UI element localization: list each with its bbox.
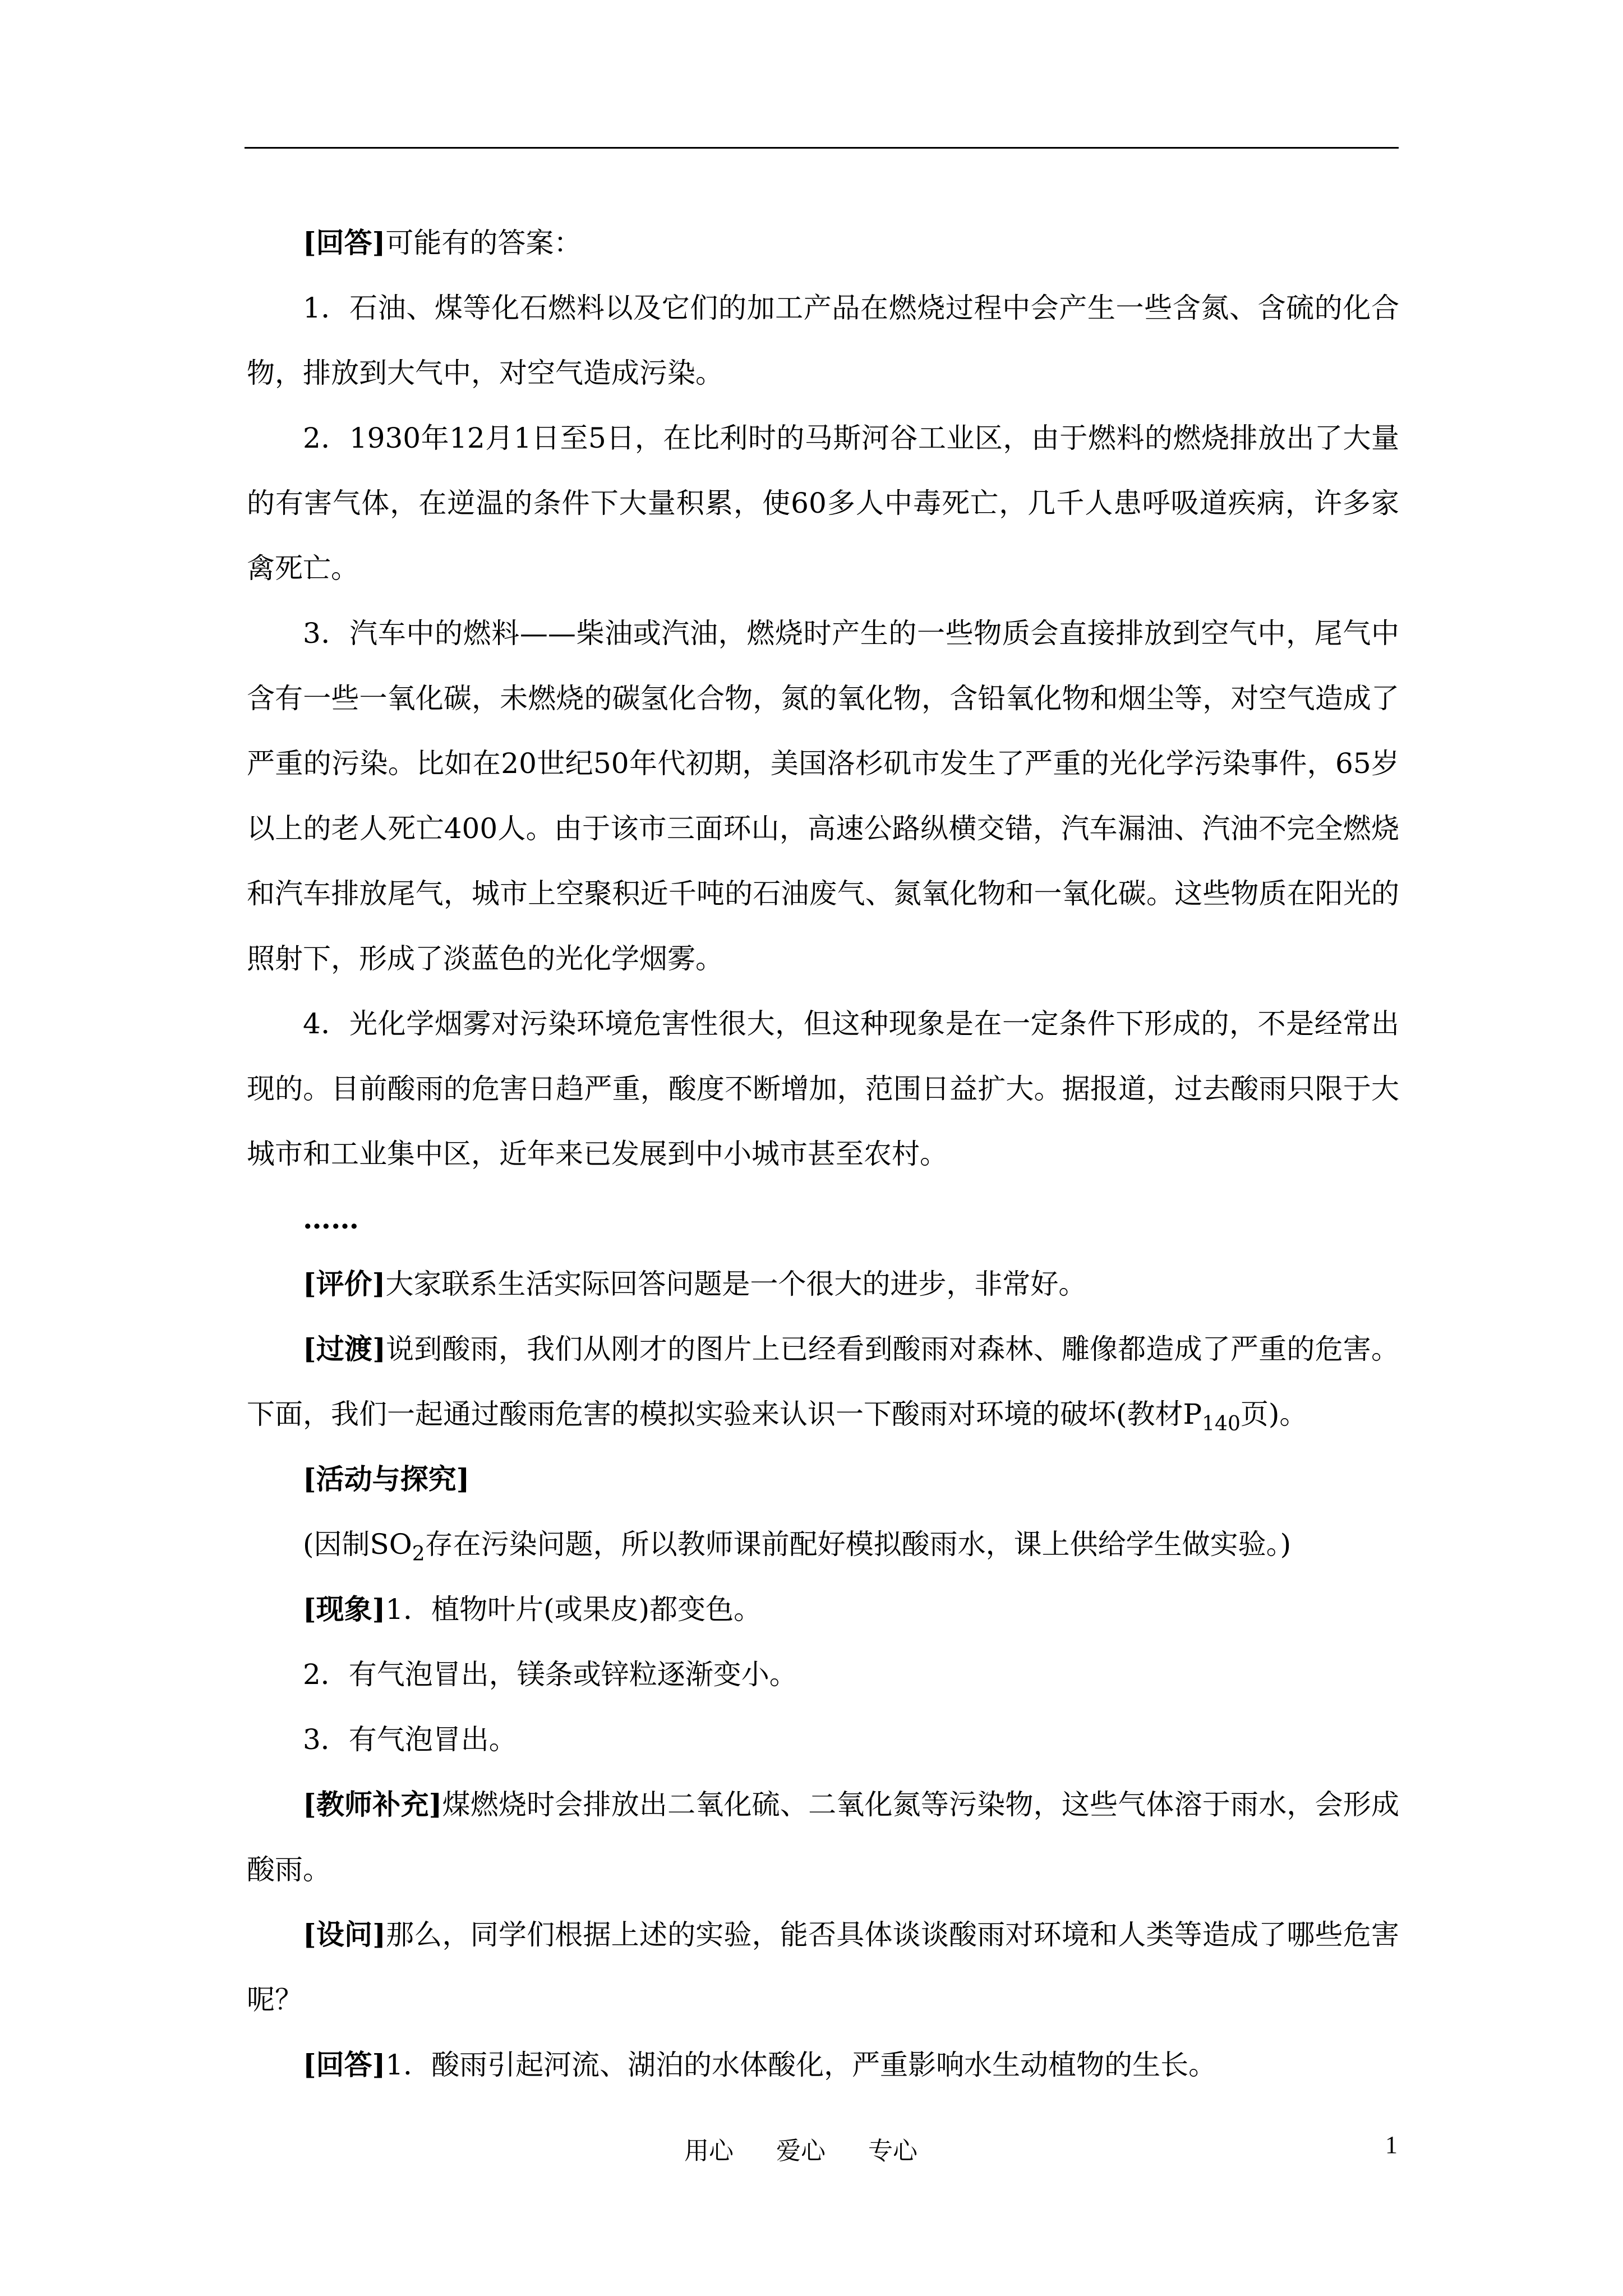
page-subscript: 140 bbox=[1202, 1412, 1241, 1435]
teacher-supplement-paragraph bbox=[247, 1772, 1399, 1902]
transition-text: 说到酸雨，我们从刚才的图片上已经看到酸雨对森林、雕像都造成了严重的危害。下面，我们一起通过酸雨危害的模拟实验来认识一下酸雨对环境的破坏(教材P bbox=[247, 1333, 1399, 1430]
transition-paragraph bbox=[247, 1317, 1399, 1447]
footer-motto bbox=[684, 2131, 960, 2166]
transition-text-end: 页)。 bbox=[1240, 1398, 1308, 1430]
header-rule bbox=[245, 147, 1399, 149]
answer-item-2: 2．1930年12月1日至5日，在比利时的马斯河谷工业区，由于燃料的燃烧排放出了大量的有害气体，在逆温的条件下大量积累，使60多人中毒死亡，几千人患呼吸道疾病，许多家禽死亡。 bbox=[247, 422, 1399, 585]
phenomenon-3: 3．有气泡冒出。 bbox=[303, 1723, 517, 1756]
transition-label: [过渡] bbox=[303, 1332, 386, 1365]
answer-intro-text: 可能有的答案： bbox=[385, 227, 582, 259]
answer-item-1: 1．石油、煤等化石燃料以及它们的加工产品在燃烧过程中会产生一些含氮、含硫的化合物，排放到大气中，对空气造成污染。 bbox=[247, 292, 1399, 389]
footer-motto-3: 专心 bbox=[868, 2137, 917, 2165]
footer-motto-1: 用心 bbox=[684, 2137, 734, 2165]
evaluation-label: [评价] bbox=[303, 1267, 386, 1300]
phenomenon-label: [现象] bbox=[303, 1593, 386, 1626]
phenomenon-paragraph bbox=[247, 1577, 1399, 1642]
question-paragraph bbox=[247, 1902, 1399, 2032]
teacher-supplement-text: 煤燃烧时会排放出二氧化硫、二氧化氮等污染物，这些气体溶于雨水，会形成酸雨。 bbox=[247, 1788, 1399, 1886]
so2-subscript: 2 bbox=[412, 1543, 425, 1566]
answer-2-paragraph bbox=[247, 2032, 1399, 2097]
evaluation-text: 大家联系生活实际回答问题是一个很大的进步，非常好。 bbox=[385, 1268, 1087, 1300]
teacher-supplement-label: [教师补充] bbox=[303, 1788, 442, 1821]
note-text: (因制SO bbox=[303, 1528, 412, 1561]
phenomenon-1: 1．植物叶片(或果皮)都变色。 bbox=[385, 1593, 762, 1626]
question-label: [设问] bbox=[303, 1918, 386, 1951]
phenomenon-2: 2．有气泡冒出，镁条或锌粒逐渐变小。 bbox=[303, 1658, 797, 1691]
answer-2-label: [回答] bbox=[303, 2048, 386, 2081]
answer-intro-paragraph bbox=[247, 210, 1399, 275]
evaluation-paragraph bbox=[247, 1251, 1399, 1317]
note-text-end: 存在污染问题，所以教师课前配好模拟酸雨水，课上供给学生做实验。) bbox=[425, 1528, 1292, 1561]
answer-item-3: 3．汽车中的燃料——柴油或汽油，燃烧时产生的一些物质会直接排放到空气中，尾气中含有一些一氧化碳，未燃烧的碳氢化合物，氮的氧化物，含铅氧化物和烟尘等，对空气造成了严重的污染。比如在20世纪50年代初期，美国洛杉矶市发生了严重的光化学污染事件，65岁以上的老人死亡400人。由于该市三面环山，高速公路纵横交错，汽车漏油、汽油不完全燃烧和汽车排放尾气，城市上空聚积近千吨的石油废气、氮氧化物和一氧化碳。这些物质在阳光的照射下，形成了淡蓝色的光化学烟雾。 bbox=[247, 617, 1399, 975]
ellipsis: …… bbox=[303, 1202, 359, 1235]
activity-heading: [活动与探究] bbox=[303, 1462, 470, 1496]
page-number: 1 bbox=[1385, 2131, 1398, 2159]
footer-motto-2: 爱心 bbox=[776, 2137, 826, 2165]
question-text: 那么，同学们根据上述的实验，能否具体谈谈酸雨对环境和人类等造成了哪些危害呢？ bbox=[247, 1918, 1399, 2016]
answer-label: [回答] bbox=[303, 226, 386, 259]
note-paragraph bbox=[247, 1512, 1399, 1577]
answer-2-text: 1．酸雨引起河流、湖泊的水体酸化，严重影响水生动植物的生长。 bbox=[385, 2049, 1217, 2081]
document-body bbox=[247, 210, 1399, 2097]
answer-item-4: 4．光化学烟雾对污染环境危害性很大，但这种现象是在一定条件下形成的，不是经常出现的。目前酸雨的危害日趋严重，酸度不断增加，范围日益扩大。据报道，过去酸雨只限于大城市和工业集中区，近年来已发展到中小城市甚至农村。 bbox=[247, 1007, 1399, 1170]
